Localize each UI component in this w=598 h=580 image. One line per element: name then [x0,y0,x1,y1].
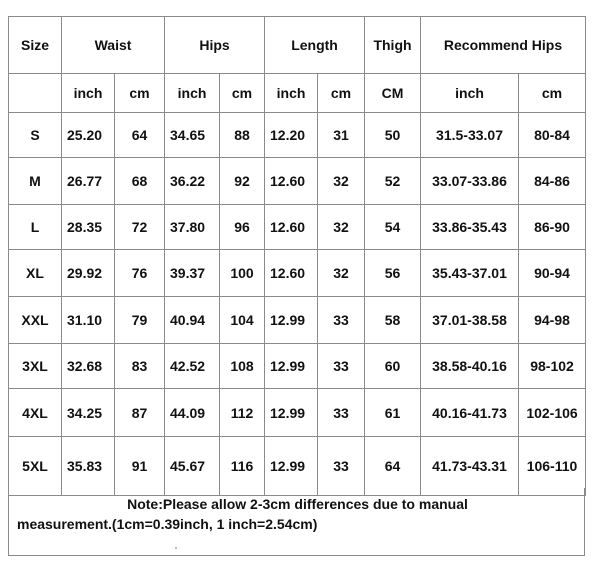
measurement-cell: 83 [115,344,165,389]
table-row [9,113,586,158]
unit-waist-inch: inch [62,74,115,113]
measurement-cell: 100 [220,250,265,297]
measurement-cell: 60 [365,344,421,389]
measurement-cell: 104 [220,297,265,344]
table-row [9,344,586,389]
unit-length-cm: cm [318,74,365,113]
measurement-cell: 56 [365,250,421,297]
measurement-cell: 54 [365,205,421,250]
size-label-cell: 4XL [9,389,62,437]
measurement-cell: 34.25 [62,389,115,437]
measurement-cell: 12.99 [265,297,318,344]
note-box [8,488,585,556]
measurement-cell: 116 [220,437,265,496]
measurement-cell: 33 [318,437,365,496]
unit-thigh-cm: CM [365,74,421,113]
size-label-cell: M [9,158,62,205]
measurement-cell: 33 [318,344,365,389]
measurement-cell: 102-106 [519,389,586,437]
measurement-cell: 32 [318,158,365,205]
measurement-cell: 29.92 [62,250,115,297]
measurement-cell: 32 [318,205,365,250]
measurement-cell: 26.77 [62,158,115,205]
table-row [9,205,586,250]
size-rows [9,113,586,496]
size-label-cell: XL [9,250,62,297]
measurement-cell: 42.52 [165,344,220,389]
measurement-cell: 79 [115,297,165,344]
table-row [9,250,586,297]
unit-length-inch: inch [265,74,318,113]
measurement-cell: 94-98 [519,297,586,344]
unit-waist-cm: cm [115,74,165,113]
measurement-cell: 31.5-33.07 [421,113,519,158]
stray-dot [175,547,177,549]
measurement-cell: 35.43-37.01 [421,250,519,297]
table-row [9,297,586,344]
measurement-cell: 40.94 [165,297,220,344]
measurement-cell: 39.37 [165,250,220,297]
note-line-1: Note:Please allow 2-3cm differences due to manual [127,496,468,512]
measurement-cell: 12.60 [265,158,318,205]
unit-cell-blank [9,74,62,113]
header-recommend-hips: Recommend Hips [421,17,586,74]
header-length: Length [265,17,365,74]
size-label-cell: L [9,205,62,250]
measurement-cell: 58 [365,297,421,344]
measurement-cell: 88 [220,113,265,158]
measurement-cell: 52 [365,158,421,205]
table-row [9,437,586,496]
measurement-cell: 87 [115,389,165,437]
size-label-cell: S [9,113,62,158]
measurement-cell: 12.60 [265,250,318,297]
table-row [9,389,586,437]
measurement-cell: 72 [115,205,165,250]
measurement-cell: 33 [318,297,365,344]
measurement-cell: 90-94 [519,250,586,297]
size-label-cell: 5XL [9,437,62,496]
measurement-cell: 12.99 [265,389,318,437]
measurement-cell: 38.58-40.16 [421,344,519,389]
measurement-cell: 61 [365,389,421,437]
header-hips: Hips [165,17,265,74]
measurement-cell: 106-110 [519,437,586,496]
measurement-cell: 64 [115,113,165,158]
measurement-cell: 31.10 [62,297,115,344]
measurement-cell: 108 [220,344,265,389]
measurement-cell: 86-90 [519,205,586,250]
measurement-cell: 68 [115,158,165,205]
unit-hips-inch: inch [165,74,220,113]
measurement-cell: 12.60 [265,205,318,250]
measurement-cell: 80-84 [519,113,586,158]
measurement-cell: 64 [365,437,421,496]
measurement-cell: 91 [115,437,165,496]
measurement-cell: 32 [318,250,365,297]
header-size: Size [9,17,62,74]
measurement-cell: 28.35 [62,205,115,250]
measurement-cell: 84-86 [519,158,586,205]
size-label-cell: 3XL [9,344,62,389]
measurement-cell: 33.86-35.43 [421,205,519,250]
unit-hips-cm: cm [220,74,265,113]
measurement-cell: 32.68 [62,344,115,389]
measurement-cell: 12.20 [265,113,318,158]
table-row [9,158,586,205]
measurement-cell: 112 [220,389,265,437]
measurement-cell: 31 [318,113,365,158]
measurement-cell: 12.99 [265,437,318,496]
measurement-cell: 34.65 [165,113,220,158]
size-label-cell: XXL [9,297,62,344]
measurement-cell: 92 [220,158,265,205]
measurement-cell: 50 [365,113,421,158]
measurement-cell: 76 [115,250,165,297]
measurement-cell: 33 [318,389,365,437]
unit-row [9,74,586,113]
measurement-cell: 98-102 [519,344,586,389]
measurement-cell: 33.07-33.86 [421,158,519,205]
measurement-cell: 37.01-38.58 [421,297,519,344]
unit-rec-cm: cm [519,74,586,113]
measurement-cell: 96 [220,205,265,250]
measurement-cell: 40.16-41.73 [421,389,519,437]
note-line-2: measurement.(1cm=0.39inch, 1 inch=2.54cm) [17,516,318,532]
measurement-cell: 41.73-43.31 [421,437,519,496]
measurement-cell: 45.67 [165,437,220,496]
measurement-cell: 37.80 [165,205,220,250]
unit-rec-inch: inch [421,74,519,113]
size-chart-table [8,16,586,496]
measurement-cell: 44.09 [165,389,220,437]
header-thigh: Thigh [365,17,421,74]
measurement-cell: 35.83 [62,437,115,496]
measurement-cell: 36.22 [165,158,220,205]
header-row [9,17,586,74]
measurement-cell: 12.99 [265,344,318,389]
header-waist: Waist [62,17,165,74]
measurement-cell: 25.20 [62,113,115,158]
